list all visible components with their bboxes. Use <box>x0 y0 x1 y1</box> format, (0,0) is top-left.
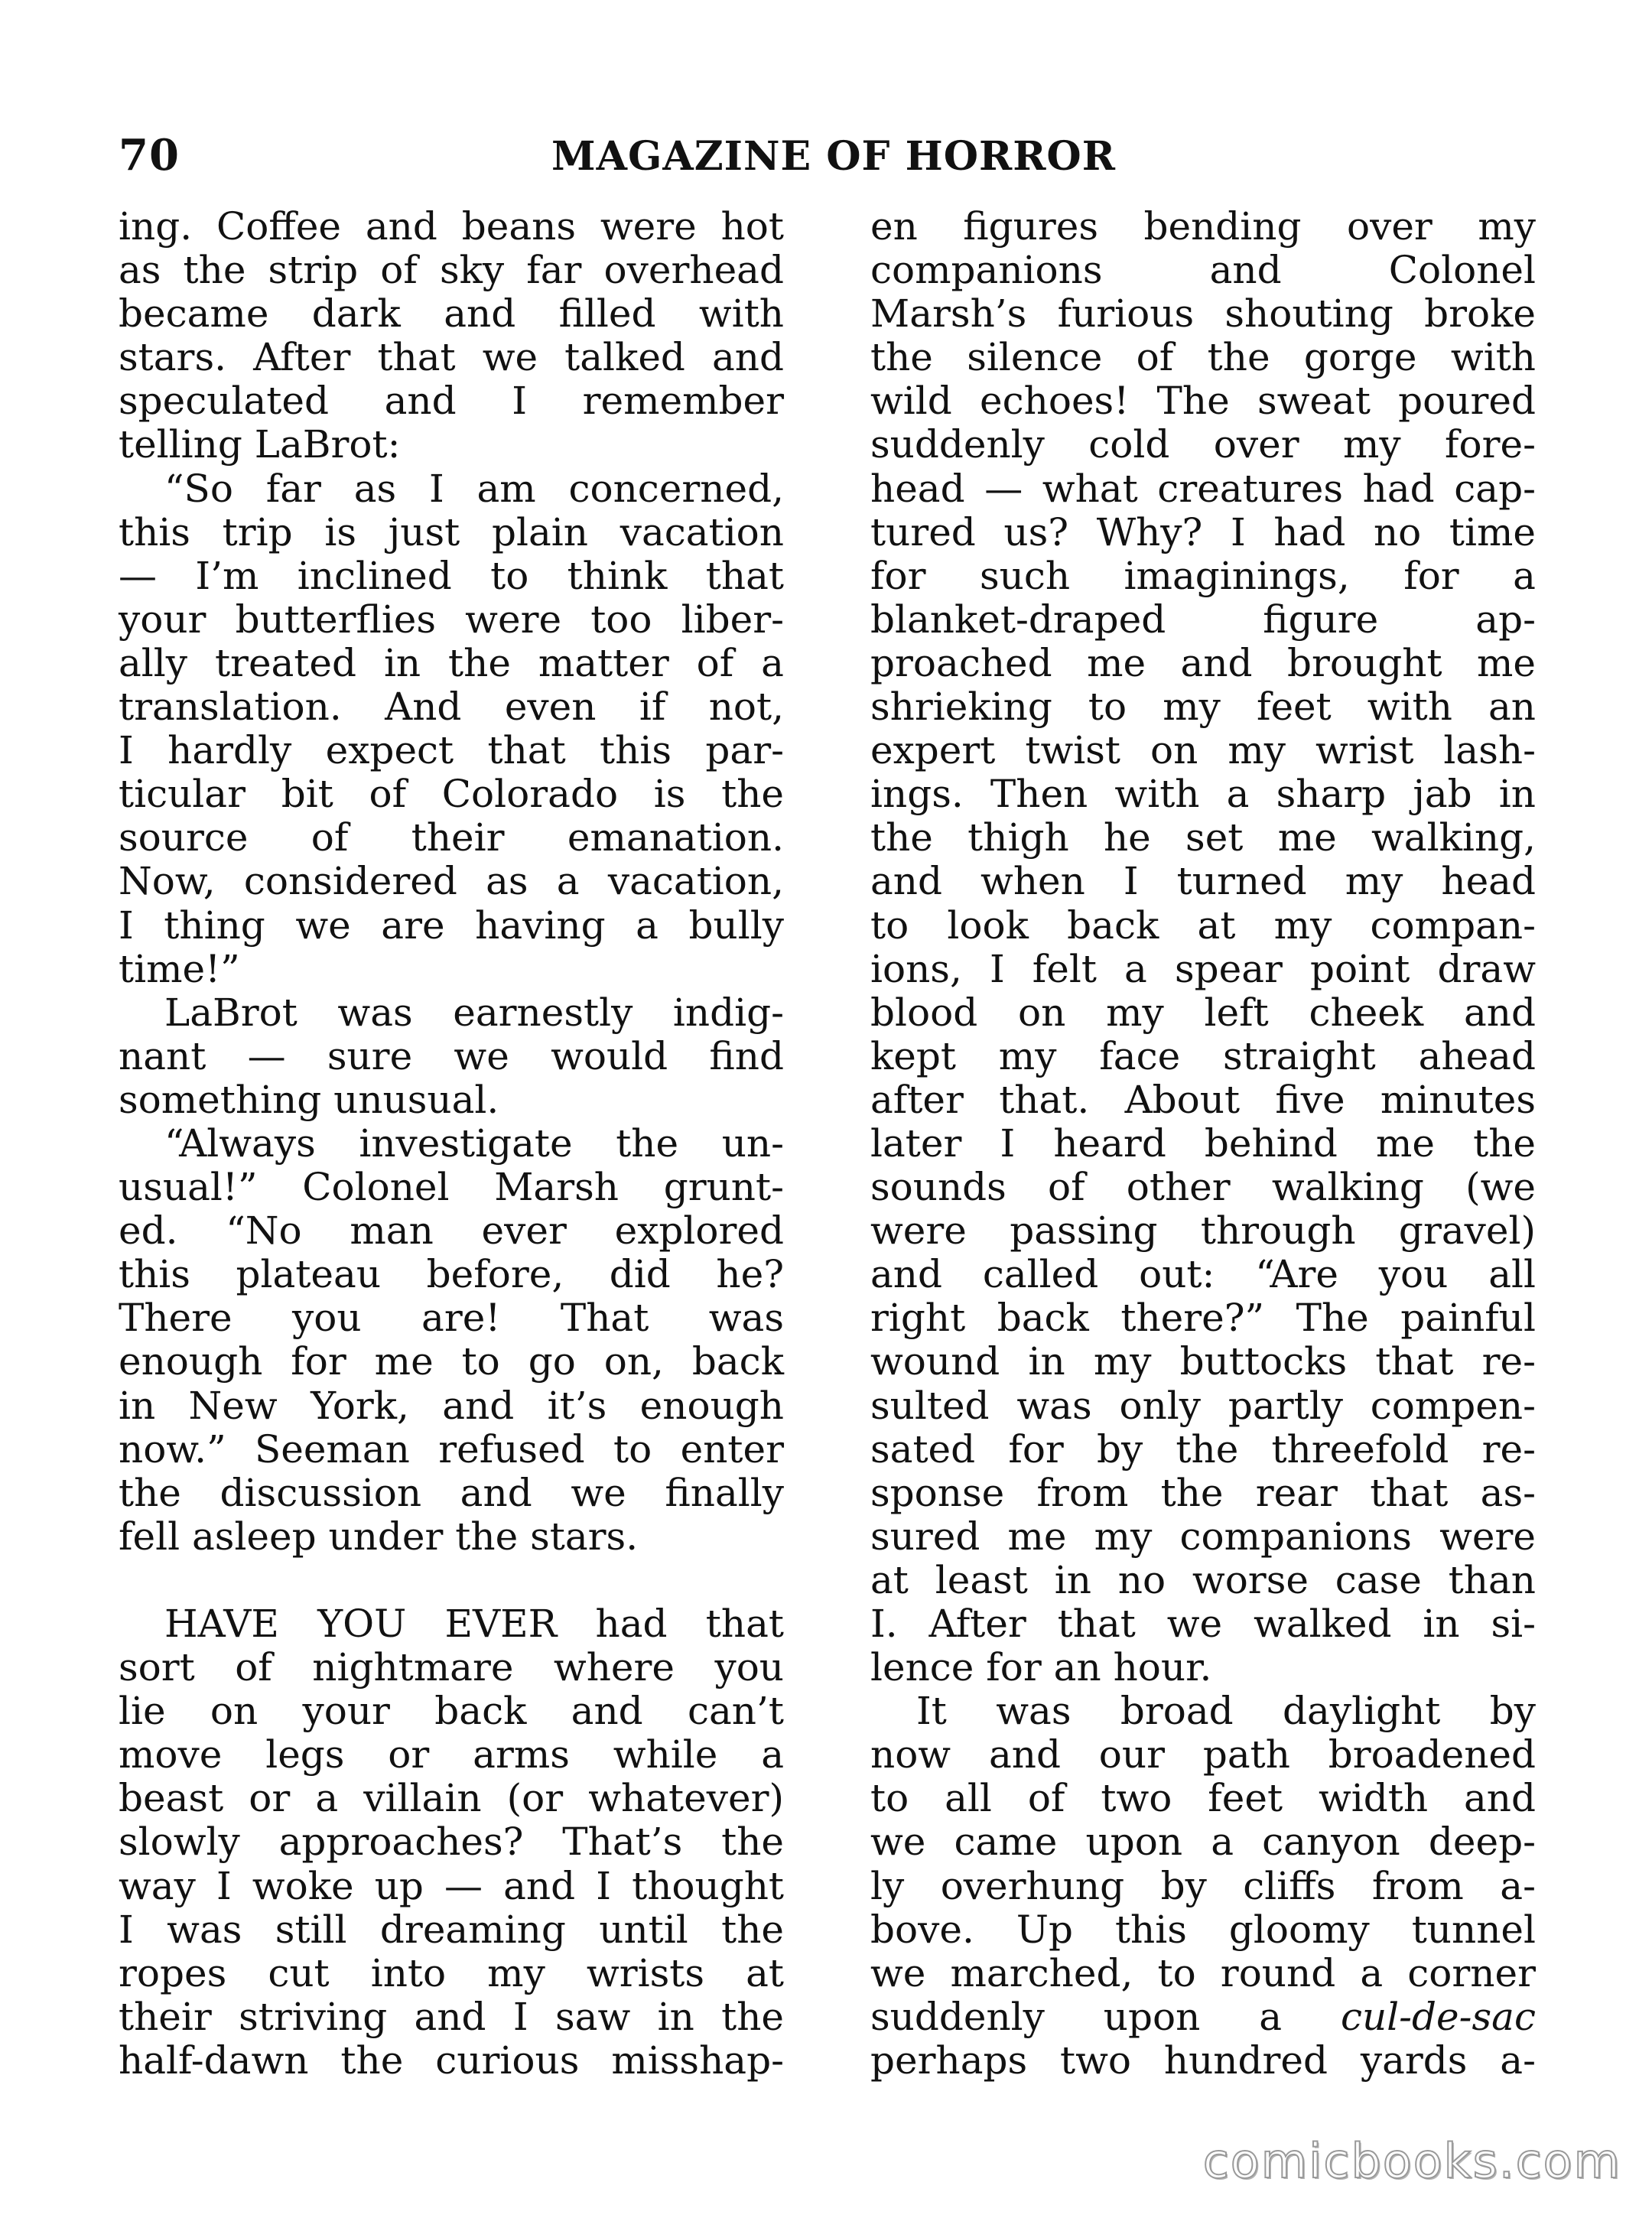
text-line: “So far as I am concerned, <box>164 466 784 511</box>
text-line: bove. Up this gloomy tunnel <box>870 1907 1536 1952</box>
text-line: “Always investigate the un- <box>164 1120 784 1166</box>
text-line: I. After that we walked in si- <box>870 1602 1536 1646</box>
text-line: enough for me to go on, back <box>119 1339 784 1384</box>
text-line: time!” <box>119 946 240 991</box>
text-line: as the strip of sky far overhead <box>119 248 784 293</box>
text-line: beast or a villain (or whatever) <box>119 1776 784 1821</box>
text-line: and called out: “Are you all <box>870 1252 1536 1297</box>
text-line: translation. And even if not, <box>119 685 784 730</box>
text-line: Marsh’s furious shouting broke <box>870 291 1536 337</box>
text-line <box>119 1559 784 1602</box>
text-line: the thigh he set me walking, <box>870 815 1536 860</box>
text-line: blood on my left cheek and <box>870 990 1536 1035</box>
text-line: the discussion and we finally <box>119 1470 784 1515</box>
text-line: source of their emanation. <box>119 815 784 860</box>
text-line: to all of two feet width and <box>870 1776 1536 1821</box>
text-line: move legs or arms while a <box>119 1732 784 1777</box>
text-line: sort of nightmare where you <box>119 1645 784 1690</box>
text-line: en figures bending over my <box>870 204 1536 249</box>
text-line: It was broad daylight by <box>916 1689 1536 1734</box>
text-line: proached me and brought me <box>870 640 1536 685</box>
text-line: sounds of other walking (we <box>870 1165 1536 1210</box>
page-header <box>119 122 1549 191</box>
text-line: their striving and I saw in the <box>119 1994 784 2039</box>
text-line: kept my face straight ahead <box>870 1033 1536 1078</box>
text-line: usual!” Colonel Marsh grunt- <box>119 1165 784 1210</box>
text-line: something unusual. <box>119 1077 499 1122</box>
text-line: perhaps two hundred yards a- <box>870 2038 1536 2083</box>
text-line: sated for by the threefold re- <box>870 1426 1536 1472</box>
text-line: to look back at my compan- <box>870 902 1536 948</box>
italic-phrase: cul-de-sac <box>1340 1994 1536 2039</box>
text-line: slowly approaches? That’s the <box>119 1820 784 1865</box>
text-line: we came upon a canyon deep- <box>870 1820 1536 1865</box>
text-line: tured us? Why? I had no time <box>870 509 1536 554</box>
text-line: — I’m inclined to think that <box>119 553 784 598</box>
text-line: ings. Then with a sharp jab in <box>870 772 1536 817</box>
text-line: now and our path broadened <box>870 1732 1536 1777</box>
text-line: I was still dreaming until the <box>119 1907 784 1952</box>
text-line: now.” Seeman refused to enter <box>119 1426 784 1472</box>
text-line: wound in my buttocks that re- <box>870 1339 1536 1384</box>
text-line: lie on your back and can’t <box>119 1689 784 1734</box>
text-line: at least in no worse case than <box>870 1557 1536 1602</box>
text-line: suddenly upon a cul-de-sac <box>870 1994 1536 2039</box>
text-line: were passing through gravel) <box>870 1208 1536 1254</box>
text-line: stars. After that we talked and <box>119 335 784 380</box>
text-line: sponse from the rear that as- <box>870 1470 1536 1515</box>
text-column-right <box>870 205 1536 2083</box>
text-line: ions, I felt a spear point draw <box>870 946 1536 991</box>
text-line: right back there?” The painful <box>870 1296 1536 1341</box>
running-head: MAGAZINE OF HORROR <box>551 133 1116 180</box>
text-line: in New York, and it’s enough <box>119 1383 784 1428</box>
text-line: expert twist on my wrist lash- <box>870 728 1536 773</box>
text-line: HAVE YOU EVER had that <box>164 1602 784 1646</box>
text-line: became dark and filled with <box>119 291 784 337</box>
watermark: comicbooks.com <box>1202 2133 1621 2189</box>
text-line: your butterflies were too liber- <box>119 597 784 642</box>
text-line: ally treated in the matter of a <box>119 640 784 685</box>
text-line: telling LaBrot: <box>119 422 401 467</box>
text-line: ticular bit of Colorado is the <box>119 772 784 817</box>
page-number: 70 <box>119 130 180 180</box>
text-line: for such imaginings, for a <box>870 553 1536 598</box>
text-line: blanket-draped figure ap- <box>870 597 1536 642</box>
text-line: sured me my companions were <box>870 1514 1536 1559</box>
text-line: we marched, to round a corner <box>870 1950 1536 1995</box>
text-line: this trip is just plain vacation <box>119 509 784 554</box>
text-line: suddenly cold over my fore- <box>870 422 1536 467</box>
text-line: ly overhung by cliffs from a- <box>870 1863 1536 1908</box>
text-line: and when I turned my head <box>870 859 1536 904</box>
text-line: this plateau before, did he? <box>119 1252 784 1297</box>
text-line: sulted was only partly compen- <box>870 1383 1536 1428</box>
text-line: I hardly expect that this par- <box>119 728 784 773</box>
text-column-left <box>119 205 784 2083</box>
text-line: shrieking to my feet with an <box>870 685 1536 730</box>
text-line: wild echoes! The sweat poured <box>870 379 1536 424</box>
text-line: fell asleep under the stars. <box>119 1514 639 1559</box>
text-line: way I woke up — and I thought <box>119 1863 784 1908</box>
text-line: ropes cut into my wrists at <box>119 1950 784 1995</box>
text-line: nant — sure we would find <box>119 1033 784 1078</box>
text-line: ed. “No man ever explored <box>119 1208 784 1254</box>
text-line: later I heard behind me the <box>870 1120 1536 1166</box>
text-line: There you are! That was <box>119 1296 784 1341</box>
text-line: ing. Coffee and beans were hot <box>119 204 784 249</box>
text-line: after that. About five minutes <box>870 1077 1536 1122</box>
text-line: lence for an hour. <box>870 1645 1212 1690</box>
text-line: companions and Colonel <box>870 248 1536 293</box>
text-line: half-dawn the curious misshap- <box>119 2038 784 2083</box>
text-line: I thing we are having a bully <box>119 902 784 948</box>
text-line: speculated and I remember <box>119 379 784 424</box>
text-line: head — what creatures had cap- <box>870 466 1536 511</box>
text-line: the silence of the gorge with <box>870 335 1536 380</box>
text-line: Now, considered as a vacation, <box>119 859 784 904</box>
text-line: LaBrot was earnestly indig- <box>164 990 784 1035</box>
